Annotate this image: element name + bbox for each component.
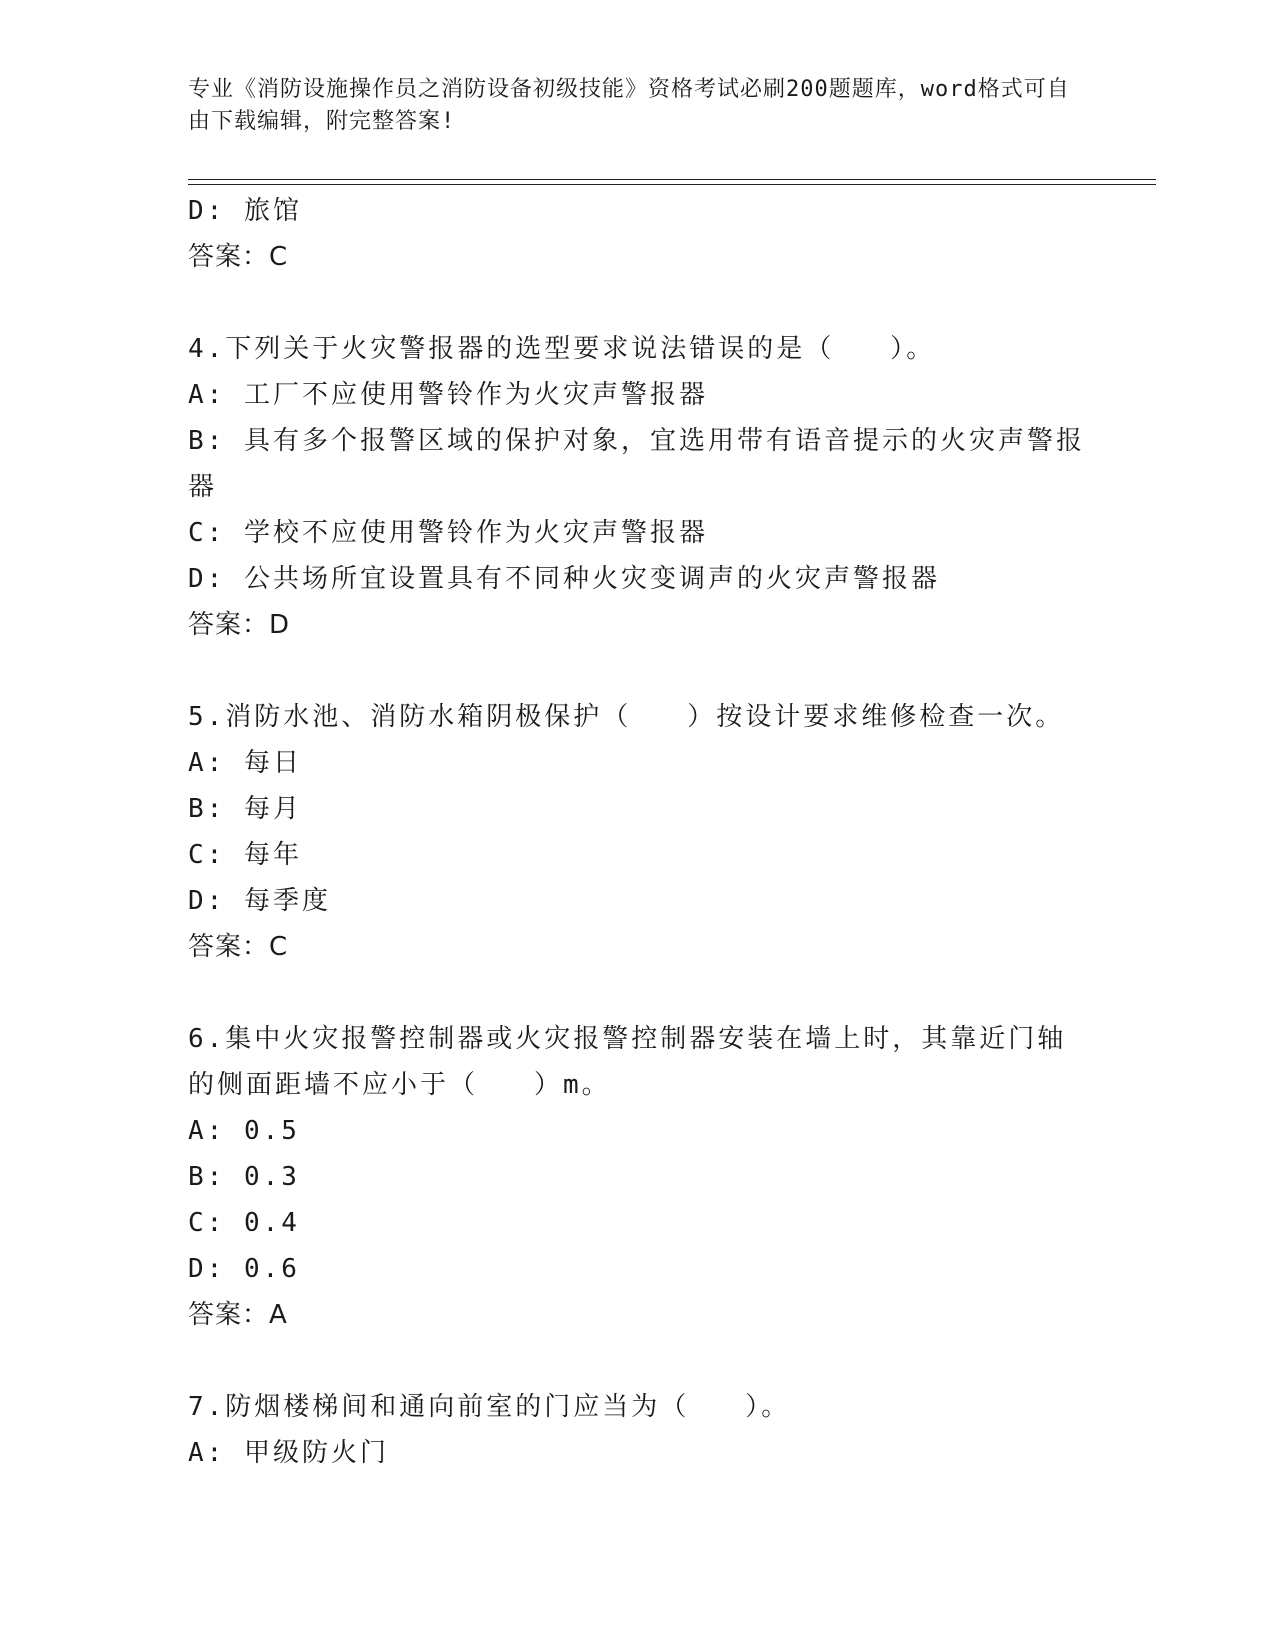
option-d: D: 每季度 xyxy=(188,886,331,916)
answer-line: 答案：C xyxy=(188,932,289,962)
option-c: C: 每年 xyxy=(188,840,302,870)
question-block xyxy=(188,326,1088,648)
question-text: 4.下列关于火灾警报器的选型要求说法错误的是（ ）。 xyxy=(188,334,936,364)
option-b: B: 0.3 xyxy=(188,1162,300,1192)
header-rule-bottom xyxy=(188,184,1156,185)
option-c: C: 0.4 xyxy=(188,1208,300,1238)
document-header: 专业《消防设施操作员之消防设备初级技能》资格考试必刷200题题库，word格式可自由下载编辑，附完整答案! xyxy=(188,77,1070,134)
option-c: C: 学校不应使用警铃作为火灾声警报器 xyxy=(188,518,708,548)
option-a: A: 甲级防火门 xyxy=(188,1438,389,1468)
question-text: 5.消防水池、消防水箱阴极保护（ ）按设计要求维修检查一次。 xyxy=(188,702,1065,732)
option-a: A: 0.5 xyxy=(188,1116,300,1146)
question-block xyxy=(188,1016,1088,1338)
question-list xyxy=(188,188,1088,1476)
header-rule-top xyxy=(188,179,1156,180)
question-block xyxy=(188,694,1088,970)
option-b: B: 具有多个报警区域的保护对象，宜选用带有语音提示的火灾声警报器 xyxy=(188,426,1085,502)
option-b: B: 每月 xyxy=(188,794,302,824)
option-a: A: 每日 xyxy=(188,748,302,778)
answer-line: 答案：D xyxy=(188,610,291,640)
question-text: 7.防烟楼梯间和通向前室的门应当为（ ）。 xyxy=(188,1392,791,1422)
question-text: 6.集中火灾报警控制器或火灾报警控制器安装在墙上时，其靠近门轴的侧面距墙不应小于（ ）m。 xyxy=(188,1024,1067,1100)
answer-line: 答案：C xyxy=(188,242,289,272)
option-d: D: 公共场所宜设置具有不同种火灾变调声的火灾声警报器 xyxy=(188,564,940,594)
option-d: D: 旅馆 xyxy=(188,196,302,226)
answer-line: 答案：A xyxy=(188,1300,288,1330)
question-block xyxy=(188,188,1088,280)
option-d: D: 0.6 xyxy=(188,1254,300,1284)
option-a: A: 工厂不应使用警铃作为火灾声警报器 xyxy=(188,380,708,410)
question-block xyxy=(188,1384,1088,1476)
